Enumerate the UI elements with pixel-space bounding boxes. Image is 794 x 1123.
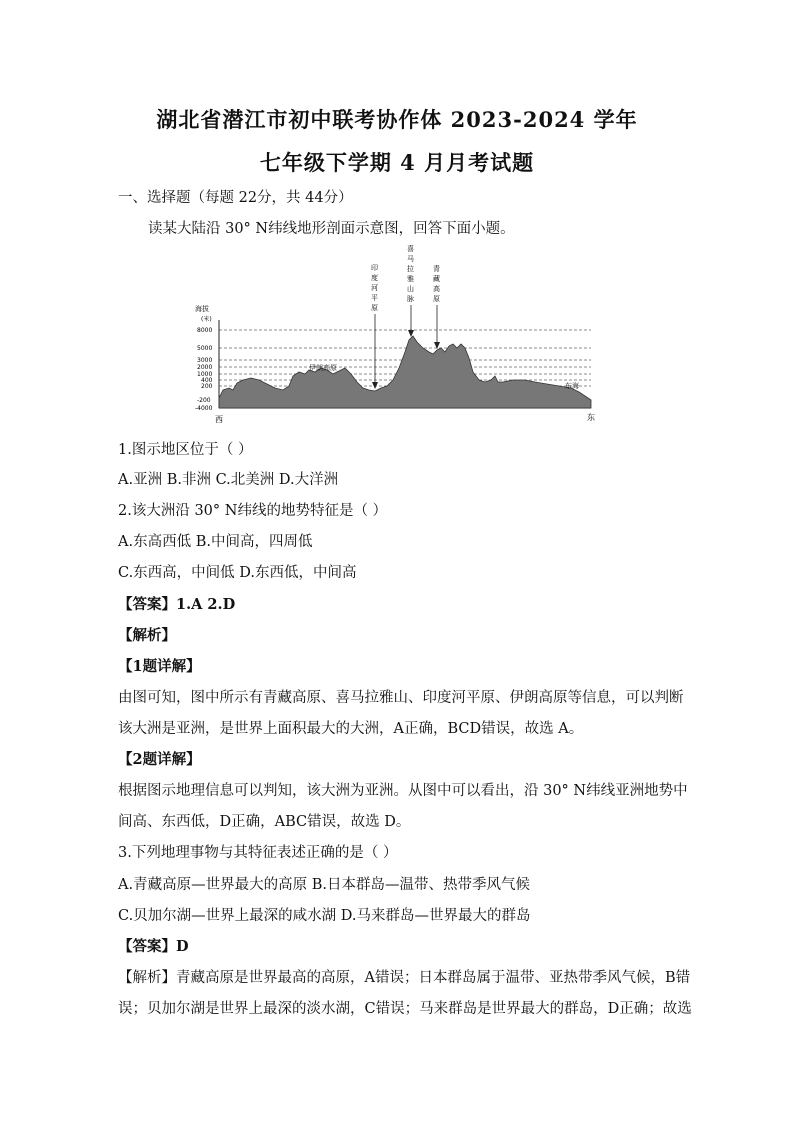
ytick-8000: 8000 [197, 327, 213, 334]
q3-analysis-line2: 误；贝加尔湖是世界上最深的淡水湖，C错误；马来群岛是世界最大的群岛，D正确；故选 [118, 1001, 692, 1017]
question-1: 1.图示地区位于（ ） [118, 442, 253, 458]
indus-label-c4: 平 [371, 294, 378, 302]
terrain-profile-figure [195, 240, 605, 425]
west-label: 西 [215, 415, 223, 424]
q2-detail-line1: 根据图示地理信息可以判知，该大洲为亚洲。从图中可以看出，沿 30° N纬线亚洲地势中 [118, 783, 688, 799]
q3-analysis-line1: 【解析】青藏高原是世界最高的高原，A错误；日本群岛属于温带、亚热带季风气候，B错 [118, 970, 691, 986]
question-2: 2.该大洲沿 30° N纬线的地势特征是（ ） [118, 503, 388, 519]
question-intro: 读某大陆沿 30° N纬线地形剖面示意图，回答下面小题。 [148, 221, 515, 237]
himalaya-label-c5: 山 [407, 285, 414, 293]
q1-detail-label: 【1题详解】 [118, 658, 201, 675]
question-2-options-row2: C.东西高，中间低 D.东西低，中间高 [118, 565, 357, 581]
tibet-label-c4: 原 [433, 295, 440, 303]
answer-q3: 【答案】D [118, 938, 189, 955]
q1-detail-line2: 该大洲是亚洲，是世界上面积最大的大洲，A正确，BCD错误，故选 A。 [118, 721, 584, 737]
tibet-plateau-annotation [433, 264, 440, 349]
himalaya-label-c1: 喜 [407, 245, 414, 253]
yaxis-title-2: (米) [201, 316, 212, 323]
himalaya-label-c4: 雅 [407, 275, 414, 283]
yaxis-title-1: 海拔 [195, 305, 209, 313]
ytick-1000: 1000 [197, 371, 213, 378]
answer-q1-q2: 【答案】1.A 2.D [118, 596, 236, 613]
question-3-options-row2: C.贝加尔湖—世界上最深的咸水湖 D.马来群岛—世界最大的群岛 [118, 908, 531, 924]
q1-detail-line1: 由图可知，图中所示有青藏高原、喜马拉雅山、印度河平原、伊朗高原等信息，可以判断 [118, 690, 684, 706]
exam-title-line1: 湖北省潜江市初中联考协作体 2023-2024 学年 [156, 107, 638, 132]
section-heading: 一、选择题（每题 22分，共 44分） [118, 190, 353, 206]
ytick-400: 400 [201, 377, 213, 384]
tibet-label-c2: 藏 [433, 275, 440, 283]
himalaya-annotation [407, 244, 414, 337]
ytick-3000: 3000 [197, 357, 213, 364]
indus-label-c2: 度 [371, 274, 378, 282]
tibet-label-c3: 高 [433, 285, 440, 293]
ytick-5000: 5000 [197, 345, 213, 352]
indus-label-c1: 印 [371, 264, 378, 272]
ytick-200: 200 [201, 383, 213, 390]
indus-label-c5: 原 [371, 304, 378, 312]
ytick-2000: 2000 [197, 364, 213, 371]
q2-detail-line2: 间高、东西低，D正确，ABC错误，故选 D。 [118, 814, 411, 830]
himalaya-label-c3: 拉 [407, 265, 414, 273]
indus-label-c3: 河 [371, 284, 378, 292]
question-1-options: A.亚洲 B.非洲 C.北美洲 D.大洋洲 [118, 472, 339, 488]
himalaya-label-c2: 马 [407, 255, 414, 263]
terrain-profile-svg [195, 240, 605, 425]
himalaya-label-c6: 脉 [407, 295, 414, 303]
ytick-minus200: -200 [197, 397, 211, 404]
question-2-options-row1: A.东高西低 B.中间高，四周低 [118, 534, 313, 550]
indus-plain-annotation [371, 263, 378, 389]
question-3-options-row1: A.青藏高原—世界最大的高原 B.日本群岛—温带、热带季风气候 [118, 877, 530, 893]
exam-title-line2: 七年级下学期 4 月月考试题 [259, 150, 535, 175]
east-label: 东 [587, 413, 595, 422]
question-3: 3.下列地理事物与其特征表述正确的是（ ） [118, 845, 398, 861]
terrain-silhouette [219, 336, 591, 408]
q2-detail-label: 【2题详解】 [118, 751, 201, 768]
iran-plateau-label: 伊朗高原 [309, 364, 337, 372]
ytick-minus4000: -4000 [195, 405, 213, 412]
tibet-label-c1: 青 [433, 265, 440, 273]
east-sea-label: 东海 [565, 382, 579, 390]
analysis-label: 【解析】 [118, 627, 176, 644]
